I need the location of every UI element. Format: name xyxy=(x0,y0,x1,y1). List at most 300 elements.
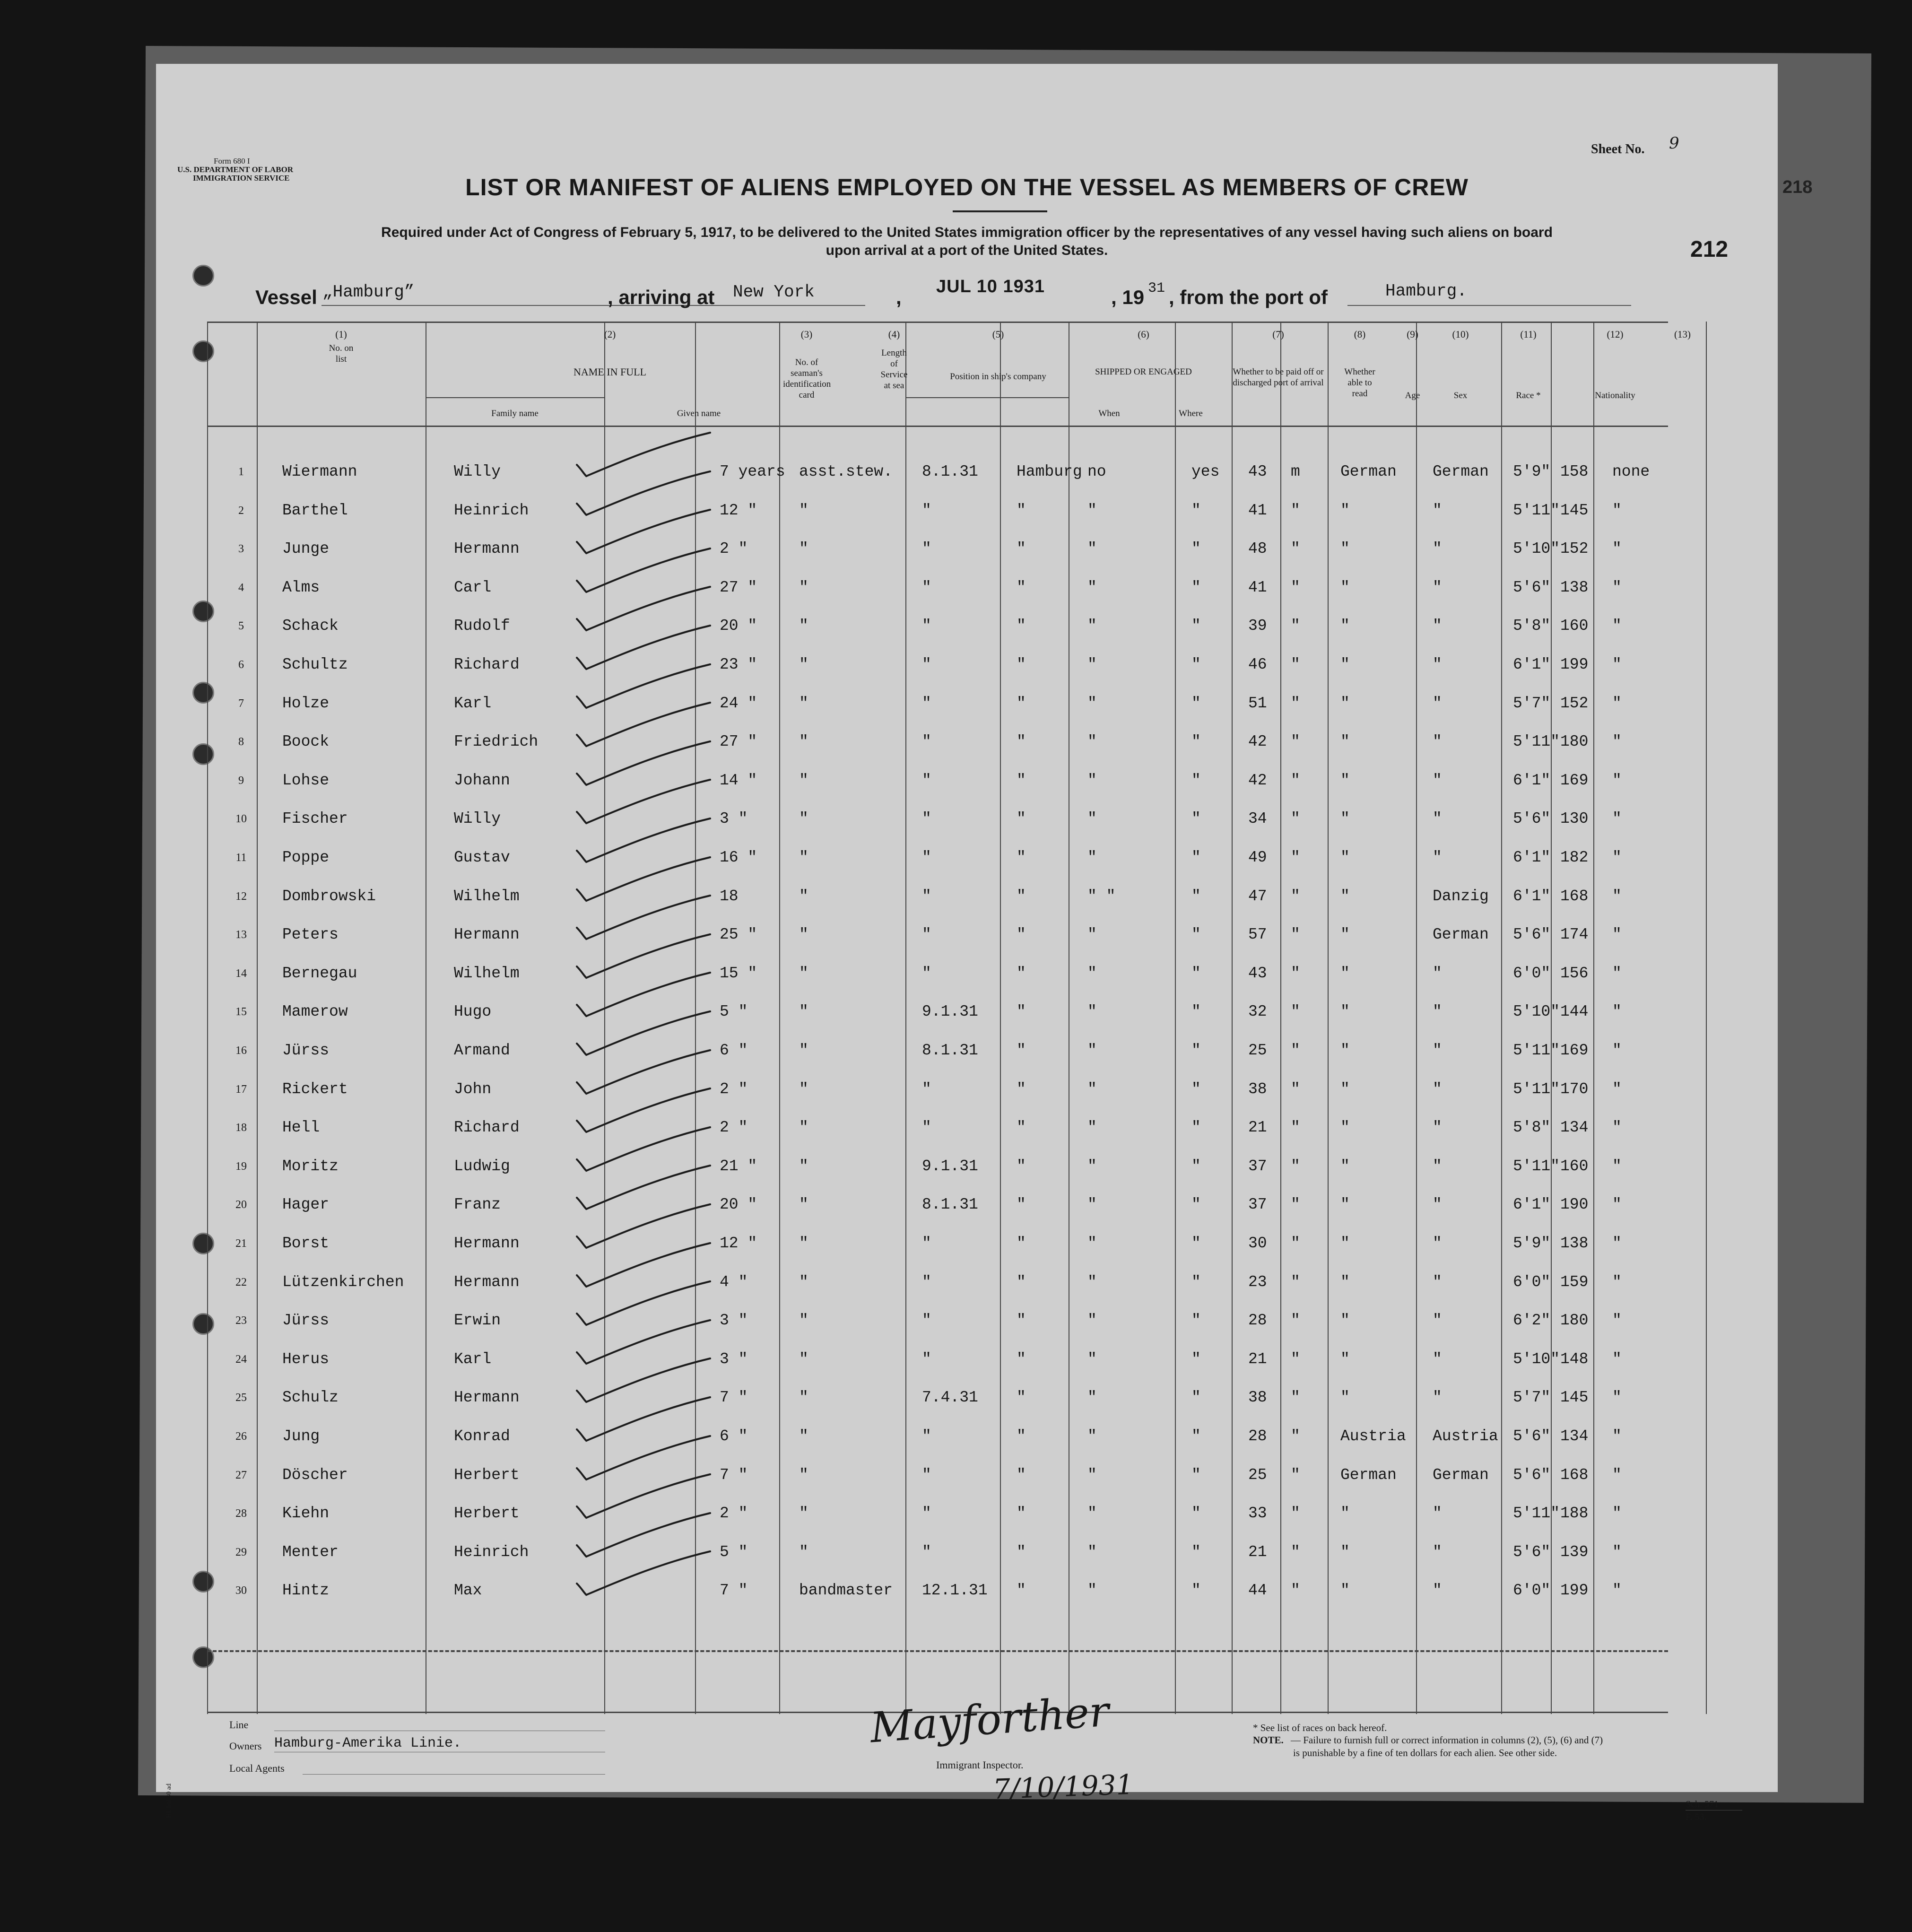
table-row xyxy=(156,1262,1778,1300)
position-cell: " xyxy=(799,1466,808,1484)
position-cell: " xyxy=(799,1273,808,1291)
physical-marks-cell: " xyxy=(1612,1543,1622,1561)
height-cell: 5'11" xyxy=(1513,1505,1560,1523)
arriving-label: , arriving at xyxy=(608,286,715,308)
paid-off-cell: " xyxy=(1087,733,1097,751)
paid-off-cell: " xyxy=(1087,501,1097,519)
height-cell: 6'0" xyxy=(1513,1582,1551,1600)
given-name-cell: Hermann xyxy=(454,1273,520,1291)
age-cell: 42 xyxy=(1248,771,1267,789)
able-to-read-cell: " xyxy=(1191,1003,1201,1021)
age-cell: 51 xyxy=(1248,694,1267,712)
shipped-when-cell: 8.1.31 xyxy=(922,463,978,480)
race-cell: " xyxy=(1340,1003,1350,1021)
length-of-service-cell: 5 " xyxy=(720,1003,748,1021)
shipped-where-cell: Hamburg xyxy=(1017,463,1082,480)
weight-cell: 152 xyxy=(1560,540,1589,558)
shipped-where-cell: " xyxy=(1017,1042,1026,1059)
weight-cell: 169 xyxy=(1560,1042,1589,1059)
able-to-read-cell: " xyxy=(1191,540,1201,558)
row-number: 28 xyxy=(235,1507,247,1520)
family-name-cell: Moritz xyxy=(282,1157,339,1175)
age-cell: 28 xyxy=(1248,1312,1267,1330)
row-number: 3 xyxy=(238,543,244,556)
shipped-where-cell: " xyxy=(1017,694,1026,712)
age-cell: 37 xyxy=(1248,1196,1267,1214)
length-of-service-cell: 4 " xyxy=(720,1273,748,1291)
able-to-read-cell: " xyxy=(1191,1543,1201,1561)
shipped-where-cell: " xyxy=(1017,964,1026,982)
given-name-cell: Carl xyxy=(454,578,492,596)
age-cell: 37 xyxy=(1248,1157,1267,1175)
weight-cell: 145 xyxy=(1560,501,1589,519)
shipped-when-cell: " xyxy=(922,1427,931,1445)
table-row xyxy=(156,914,1778,953)
position-cell: bandmaster xyxy=(799,1582,893,1600)
length-of-service-cell: 25 " xyxy=(720,926,757,944)
paid-off-cell: " xyxy=(1087,1196,1097,1214)
col10-number: (10) xyxy=(1452,329,1469,340)
row-number: 15 xyxy=(235,1006,247,1018)
given-name-cell: Hermann xyxy=(454,1235,520,1252)
physical-marks-cell: " xyxy=(1612,1042,1622,1059)
shipped-where-cell: " xyxy=(1017,540,1026,558)
note-text-2: is punishable by a fine of ten dollars for each alien. See other side. xyxy=(1293,1747,1557,1758)
age-cell: 48 xyxy=(1248,540,1267,558)
race-cell: " xyxy=(1340,694,1350,712)
paid-off-cell: " xyxy=(1087,540,1097,558)
paid-off-cell: " xyxy=(1087,771,1097,789)
weight-cell: 168 xyxy=(1560,1466,1589,1484)
paid-off-cell: " xyxy=(1087,1389,1097,1407)
shipped-when-cell: " xyxy=(922,771,931,789)
given-name-cell: Wilhelm xyxy=(454,964,520,982)
paid-off-cell: " xyxy=(1087,1235,1097,1252)
race-footnote: * See list of races on back hereof. xyxy=(1253,1722,1387,1733)
family-name-cell: Holze xyxy=(282,694,330,712)
table-row xyxy=(156,1223,1778,1262)
family-name-cell: Schack xyxy=(282,617,339,635)
able-to-read-cell: " xyxy=(1191,1157,1201,1175)
given-name-cell: Hermann xyxy=(454,926,520,944)
col8-header: Whether able to read xyxy=(1344,367,1375,399)
position-cell: " xyxy=(799,1543,808,1561)
col12-number: (12) xyxy=(1607,329,1624,340)
height-cell: 5'6" xyxy=(1513,1466,1551,1484)
row-number: 20 xyxy=(235,1199,247,1211)
length-of-service-cell: 6 " xyxy=(720,1042,748,1059)
shipped-when-cell: " xyxy=(922,694,931,712)
given-name-cell: Hermann xyxy=(454,540,520,558)
able-to-read-cell: " xyxy=(1191,1505,1201,1523)
manifest-title: LIST OR MANIFEST OF ALIENS EMPLOYED ON THE VESSEL AS MEMBERS OF CREW xyxy=(465,174,1469,200)
able-to-read-cell: " xyxy=(1191,656,1201,673)
able-to-read-cell: " xyxy=(1191,578,1201,596)
position-cell: " xyxy=(799,1312,808,1330)
vessel-name: „Hamburg” xyxy=(322,282,415,302)
paid-off-cell: " xyxy=(1087,1582,1097,1600)
age-cell: 39 xyxy=(1248,617,1267,635)
sex-cell: " xyxy=(1291,1466,1300,1484)
height-cell: 5'6" xyxy=(1513,1543,1551,1561)
position-cell: " xyxy=(799,849,808,866)
length-of-service-cell: 7 " xyxy=(720,1466,748,1484)
inspection-date: 7/10/1931 xyxy=(992,1768,1134,1806)
shipped-when-cell: " xyxy=(922,1350,931,1368)
table-row xyxy=(156,837,1778,876)
sex-cell: " xyxy=(1291,771,1300,789)
length-of-service-cell: 21 " xyxy=(720,1157,757,1175)
row-number: 27 xyxy=(235,1469,247,1481)
age-cell: 34 xyxy=(1248,810,1267,828)
able-to-read-cell: " xyxy=(1191,733,1201,751)
able-to-read-cell: " xyxy=(1191,1119,1201,1137)
age-cell: 25 xyxy=(1248,1466,1267,1484)
shipped-where-cell: " xyxy=(1017,926,1026,944)
height-cell: 5'11" xyxy=(1513,501,1560,519)
weight-cell: 152 xyxy=(1560,694,1589,712)
age-cell: 32 xyxy=(1248,1003,1267,1021)
given-name-cell: Willy xyxy=(454,810,501,828)
race-cell: " xyxy=(1340,578,1350,596)
length-of-service-cell: 12 " xyxy=(720,501,757,519)
weight-cell: 199 xyxy=(1560,1582,1589,1600)
sex-cell: " xyxy=(1291,540,1300,558)
shipped-where-cell: " xyxy=(1017,1080,1026,1098)
col8-number: (8) xyxy=(1354,329,1366,340)
sex-cell: " xyxy=(1291,1235,1300,1252)
able-to-read-cell: " xyxy=(1191,1582,1201,1600)
paid-off-cell: " " xyxy=(1087,887,1116,905)
race-cell: " xyxy=(1340,501,1350,519)
shipped-when-cell: " xyxy=(922,1466,931,1484)
paid-off-cell: " xyxy=(1087,1350,1097,1368)
physical-marks-cell: " xyxy=(1612,887,1622,905)
physical-marks-cell: " xyxy=(1612,1389,1622,1407)
shipped-when-cell: " xyxy=(922,964,931,982)
given-name-cell: Richard xyxy=(454,1119,520,1137)
port-underline xyxy=(1347,305,1631,306)
weight-cell: 159 xyxy=(1560,1273,1589,1291)
family-name-cell: Bernegau xyxy=(282,964,357,982)
paid-off-cell: " xyxy=(1087,1543,1097,1561)
nationality-cell: " xyxy=(1433,771,1442,789)
nationality-cell: " xyxy=(1433,964,1442,982)
year-value: 31 xyxy=(1148,280,1165,296)
sex-cell: " xyxy=(1291,501,1300,519)
note-text: — Failure to furnish full or correct information in columns (2), (5), (6) and (7) xyxy=(1291,1734,1603,1746)
shipped-when-cell: " xyxy=(922,887,931,905)
able-to-read-cell: " xyxy=(1191,887,1201,905)
family-name-cell: Hager xyxy=(282,1196,330,1214)
given-name-cell: Friedrich xyxy=(454,733,539,751)
shipped-when-cell: " xyxy=(922,656,931,673)
margin-number: 218 xyxy=(1782,177,1813,197)
given-name-cell: Hugo xyxy=(454,1003,492,1021)
weight-cell: 188 xyxy=(1560,1505,1589,1523)
weight-cell: 138 xyxy=(1560,1235,1589,1252)
shipped-where-cell: " xyxy=(1017,733,1026,751)
paid-off-cell: " xyxy=(1087,656,1097,673)
length-of-service-cell: 3 " xyxy=(720,1312,748,1330)
age-cell: 25 xyxy=(1248,1042,1267,1059)
print-code: HL bal 30 ad xyxy=(165,1784,173,1818)
paid-off-cell: " xyxy=(1087,1003,1097,1021)
able-to-read-cell: " xyxy=(1191,694,1201,712)
able-to-read-cell: " xyxy=(1191,1466,1201,1484)
race-cell: " xyxy=(1340,887,1350,905)
table-row xyxy=(156,1532,1778,1570)
comma-sep: , xyxy=(896,286,902,308)
sex-cell: " xyxy=(1291,617,1300,635)
able-to-read-cell: yes xyxy=(1191,463,1220,480)
shipped-where-cell: " xyxy=(1017,810,1026,828)
race-cell: " xyxy=(1340,926,1350,944)
family-name-cell: Schultz xyxy=(282,656,348,673)
position-cell: " xyxy=(799,887,808,905)
shipped-when-cell: " xyxy=(922,1235,931,1252)
family-name-cell: Junge xyxy=(282,540,330,558)
row-number: 11 xyxy=(235,852,247,864)
height-cell: 5'11" xyxy=(1513,1157,1560,1175)
paid-off-cell: " xyxy=(1087,694,1097,712)
paid-off-cell: " xyxy=(1087,578,1097,596)
paid-off-cell: " xyxy=(1087,1119,1097,1137)
shipped-where-cell: " xyxy=(1017,771,1026,789)
position-cell: " xyxy=(799,656,808,673)
given-name-cell: Richard xyxy=(454,656,520,673)
sex-cell: " xyxy=(1291,656,1300,673)
table-row xyxy=(156,529,1778,567)
nationality-cell: " xyxy=(1433,1196,1442,1214)
race-cell: " xyxy=(1340,1312,1350,1330)
row-number: 17 xyxy=(235,1083,247,1096)
sex-cell: " xyxy=(1291,733,1300,751)
position-cell: " xyxy=(799,733,808,751)
table-row xyxy=(156,1184,1778,1223)
position-cell: " xyxy=(799,771,808,789)
shipped-where-cell: " xyxy=(1017,1505,1026,1523)
able-to-read-cell: " xyxy=(1191,964,1201,982)
sex-cell: " xyxy=(1291,1003,1300,1021)
nationality-cell: " xyxy=(1433,1389,1442,1407)
nationality-cell: " xyxy=(1433,1119,1442,1137)
col10-header: Sex xyxy=(1453,391,1468,400)
shipped-when-cell: " xyxy=(922,501,931,519)
family-name-cell: Mamerow xyxy=(282,1003,348,1021)
given-name-cell: Johann xyxy=(454,771,510,789)
sex-cell: " xyxy=(1291,694,1300,712)
sex-cell: " xyxy=(1291,1389,1300,1407)
weight-cell: 190 xyxy=(1560,1196,1589,1214)
given-name-cell: John xyxy=(454,1080,492,1098)
footer-underline xyxy=(303,1774,605,1775)
table-row xyxy=(156,567,1778,606)
row-number: 23 xyxy=(235,1314,247,1327)
paid-off-cell: " xyxy=(1087,849,1097,866)
shipped-when-cell: " xyxy=(922,540,931,558)
able-to-read-cell: " xyxy=(1191,1273,1201,1291)
height-cell: 6'0" xyxy=(1513,964,1551,982)
paid-off-cell: " xyxy=(1087,617,1097,635)
race-cell: " xyxy=(1340,1119,1350,1137)
height-cell: 5'11" xyxy=(1513,1042,1560,1059)
sex-cell: " xyxy=(1291,1196,1300,1214)
family-name-cell: Alms xyxy=(282,578,320,596)
family-name-cell: Borst xyxy=(282,1235,330,1252)
sex-cell: " xyxy=(1291,1042,1300,1059)
paid-off-cell: no xyxy=(1087,463,1106,480)
race-cell: " xyxy=(1340,656,1350,673)
length-of-service-cell: 7 " xyxy=(720,1389,748,1407)
shipped-when-cell: " xyxy=(922,1505,931,1523)
col1-header: No. on list xyxy=(329,343,354,364)
shipped-where-cell: " xyxy=(1017,1312,1026,1330)
table-row xyxy=(156,1570,1778,1609)
row-number: 25 xyxy=(235,1392,247,1404)
able-to-read-cell: " xyxy=(1191,1350,1201,1368)
position-cell: " xyxy=(799,1157,808,1175)
table-row xyxy=(156,953,1778,992)
paid-off-cell: " xyxy=(1087,1505,1097,1523)
col11-number: (11) xyxy=(1520,329,1537,340)
paid-off-cell: " xyxy=(1087,1466,1097,1484)
height-cell: 5'6" xyxy=(1513,810,1551,828)
form-code: F. 53. xyxy=(1686,1812,1707,1822)
shipped-where-cell: " xyxy=(1017,1235,1026,1252)
position-cell: " xyxy=(799,694,808,712)
owners-value: Hamburg-Amerika Linie. xyxy=(274,1735,462,1751)
sex-cell: " xyxy=(1291,1119,1300,1137)
checkmark-icon xyxy=(573,1549,715,1606)
race-cell: German xyxy=(1340,463,1397,480)
nationality-cell: " xyxy=(1433,1003,1442,1021)
col5-header: Position in ship's company xyxy=(950,372,1046,382)
col2-number: (2) xyxy=(604,329,616,340)
family-name-cell: Herus xyxy=(282,1350,330,1368)
family-name-cell: Lützenkirchen xyxy=(282,1273,404,1291)
length-of-service-cell: 27 " xyxy=(720,578,757,596)
family-name-cell: Boock xyxy=(282,733,330,751)
length-of-service-cell: 20 " xyxy=(720,617,757,635)
sex-cell: " xyxy=(1291,964,1300,982)
family-name-cell: Hell xyxy=(282,1119,320,1137)
shipped-where-cell: " xyxy=(1017,1427,1026,1445)
weight-cell: 138 xyxy=(1560,578,1589,596)
weight-cell: 144 xyxy=(1560,1003,1589,1021)
physical-marks-cell: " xyxy=(1612,1119,1622,1137)
position-cell: " xyxy=(799,1003,808,1021)
physical-marks-cell: " xyxy=(1612,1157,1622,1175)
col4-number: (4) xyxy=(888,329,900,340)
position-cell: " xyxy=(799,540,808,558)
height-cell: 5'10" xyxy=(1513,540,1560,558)
subheader-rule-name xyxy=(426,397,604,398)
col9-number: (9) xyxy=(1407,329,1418,340)
shipped-where-cell: " xyxy=(1017,1466,1026,1484)
sex-cell: " xyxy=(1291,1543,1300,1561)
height-cell: 6'2" xyxy=(1513,1312,1551,1330)
position-cell: " xyxy=(799,926,808,944)
nationality-cell: " xyxy=(1433,1312,1442,1330)
sex-cell: " xyxy=(1291,1080,1300,1098)
age-cell: 28 xyxy=(1248,1427,1267,1445)
family-name-cell: Kiehn xyxy=(282,1505,330,1523)
height-cell: 5'6" xyxy=(1513,578,1551,596)
given-name-cell: Karl xyxy=(454,1350,492,1368)
weight-cell: 169 xyxy=(1560,771,1589,789)
sex-cell: " xyxy=(1291,1157,1300,1175)
given-name-cell: Karl xyxy=(454,694,492,712)
physical-marks-cell: " xyxy=(1612,964,1622,982)
nationality-cell: " xyxy=(1433,1505,1442,1523)
race-cell: " xyxy=(1340,1582,1350,1600)
length-of-service-cell: 2 " xyxy=(720,1119,748,1137)
table-row xyxy=(156,1069,1778,1107)
age-cell: 43 xyxy=(1248,964,1267,982)
length-of-service-cell: 15 " xyxy=(720,964,757,982)
nationality-cell: " xyxy=(1433,1543,1442,1561)
position-cell: " xyxy=(799,810,808,828)
port-of-departure: Hamburg. xyxy=(1385,281,1467,301)
physical-marks-cell: " xyxy=(1612,1235,1622,1252)
nationality-cell: " xyxy=(1433,578,1442,596)
row-number: 8 xyxy=(238,736,244,748)
manifest-page xyxy=(156,64,1813,1822)
given-name-cell: Max xyxy=(454,1582,482,1600)
race-cell: " xyxy=(1340,1543,1350,1561)
inspector-label: Immigrant Inspector. xyxy=(936,1759,1024,1771)
shipped-when-cell: 8.1.31 xyxy=(922,1042,978,1059)
manifest-subtitle-1: Required under Act of Congress of February 5, 1917, to be delivered to the United States immigration officer by the representatives of any vessel having such aliens on board xyxy=(381,225,1553,240)
shipped-when-cell: " xyxy=(922,849,931,866)
family-name-cell: Dombrowski xyxy=(282,887,376,905)
col2-header: NAME IN FULL xyxy=(574,366,646,378)
nationality-cell: " xyxy=(1433,501,1442,519)
nationality-cell: " xyxy=(1433,1582,1442,1600)
weight-cell: 134 xyxy=(1560,1427,1589,1445)
sex-cell: " xyxy=(1291,887,1300,905)
length-of-service-cell: 3 " xyxy=(720,1350,748,1368)
col2-family-header: Family name xyxy=(491,409,539,418)
physical-marks-cell: " xyxy=(1612,771,1622,789)
length-of-service-cell: 12 " xyxy=(720,1235,757,1252)
able-to-read-cell: " xyxy=(1191,1080,1201,1098)
physical-marks-cell: " xyxy=(1612,849,1622,866)
age-cell: 33 xyxy=(1248,1505,1267,1523)
shipped-when-cell: " xyxy=(922,1543,931,1561)
age-cell: 43 xyxy=(1248,463,1267,480)
page-number: 212 xyxy=(1690,237,1729,262)
position-cell: " xyxy=(799,964,808,982)
nationality-cell: " xyxy=(1433,694,1442,712)
position-cell: " xyxy=(799,1389,808,1407)
given-name-cell: Rudolf xyxy=(454,617,510,635)
length-of-service-cell: 18 xyxy=(720,887,739,905)
row-number: 2 xyxy=(238,504,244,517)
given-name-cell: Heinrich xyxy=(454,501,529,519)
paid-off-cell: " xyxy=(1087,1042,1097,1059)
table-row xyxy=(156,992,1778,1030)
shipped-where-cell: " xyxy=(1017,1350,1026,1368)
manifest-subtitle-2: upon arrival at a port of the United States. xyxy=(826,243,1108,258)
shipped-where-cell: " xyxy=(1017,1003,1026,1021)
nationality-cell: " xyxy=(1433,1042,1442,1059)
shipped-where-cell: " xyxy=(1017,1582,1026,1600)
row-number: 26 xyxy=(235,1430,247,1443)
weight-cell: 174 xyxy=(1560,926,1589,944)
height-cell: 5'6" xyxy=(1513,926,1551,944)
